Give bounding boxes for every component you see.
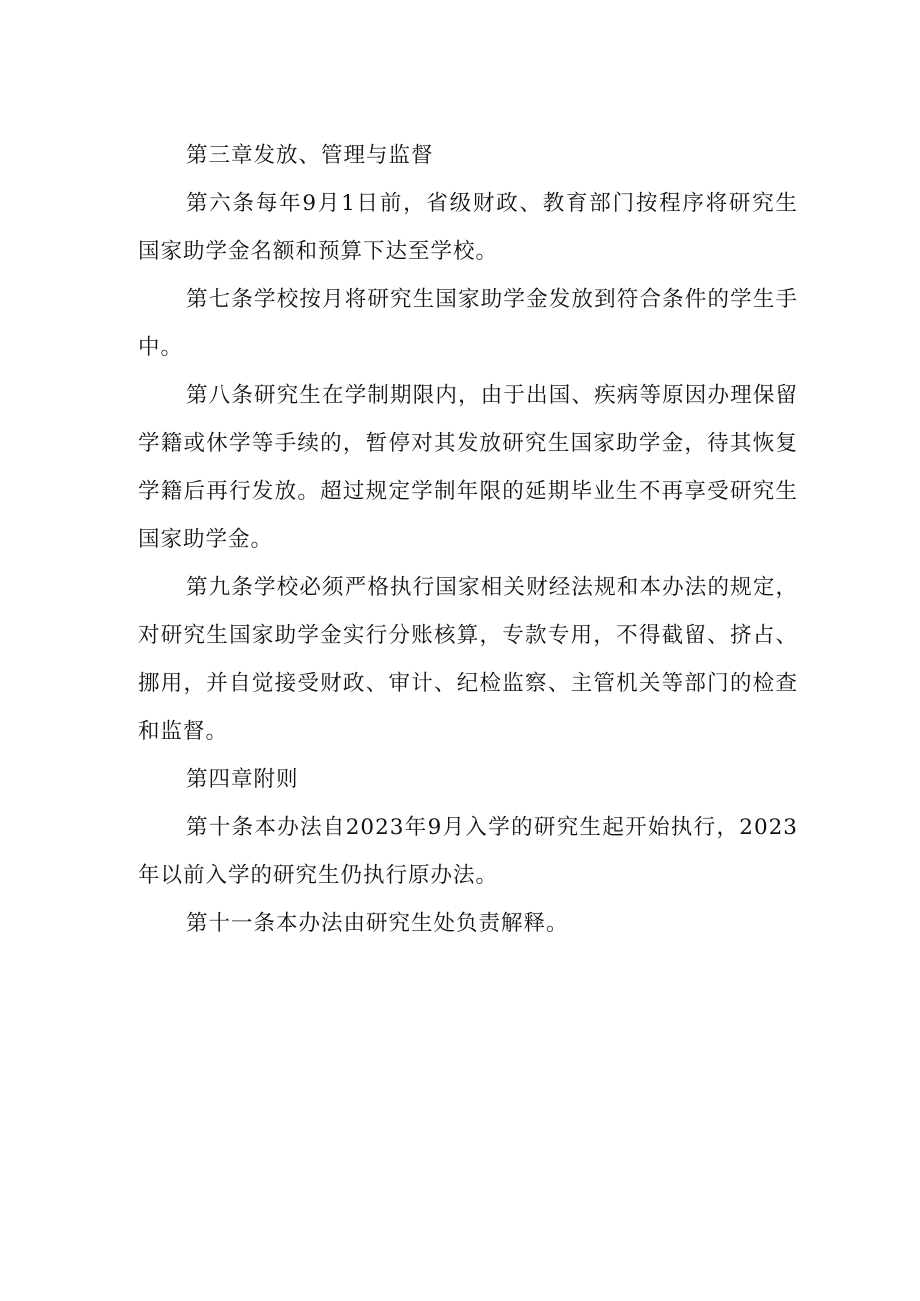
article-6: 第六条每年9月1日前，省级财政、教育部门按程序将研究生国家助学金名额和预算下达至学校。 [138, 191, 798, 264]
document-body [138, 132, 798, 948]
article-9: 第九条学校必须严格执行国家相关财经法规和本办法的规定，对研究生国家助学金实行分账核算，专款专用，不得截留、挤占、挪用，并自觉接受财政、审计、纪检监察、主管机关等部门的检查和监督。 [138, 575, 798, 744]
chapter-heading-4: 第四章附则 [186, 767, 299, 792]
chapter-heading-3: 第三章发放、管理与监督 [186, 143, 434, 168]
article-11: 第十一条本办法由研究生处负责解释。 [186, 911, 569, 936]
article-8: 第八条研究生在学制期限内，由于出国、疾病等原因办理保留学籍或休学等手续的，暂停对其发放研究生国家助学金，待其恢复学籍后再行发放。超过规定学制年限的延期毕业生不再享受研究生国家助学金。 [138, 383, 798, 552]
article-7: 第七条学校按月将研究生国家助学金发放到符合条件的学生手中。 [138, 287, 798, 360]
article-10: 第十条本办法自2023年9月入学的研究生起开始执行，2023年以前入学的研究生仍执行原办法。 [138, 815, 798, 888]
